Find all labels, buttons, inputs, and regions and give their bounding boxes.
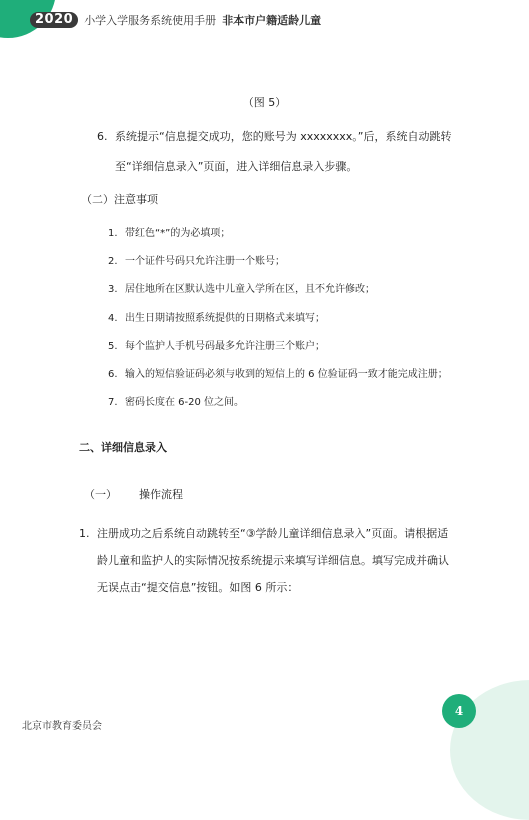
item-text: 一个证件号码只允许注册一个账号； bbox=[125, 256, 285, 268]
item-text: 出生日期请按照系统提供的日期格式来填写； bbox=[125, 312, 325, 324]
step-number: 6. bbox=[97, 130, 108, 143]
subsection-label: 操作流程 bbox=[139, 488, 183, 501]
list-item bbox=[108, 339, 448, 367]
step-1-paragraph bbox=[79, 520, 459, 601]
step-6-paragraph bbox=[97, 122, 451, 182]
list-item bbox=[108, 311, 448, 339]
item-number: 4. bbox=[108, 312, 118, 324]
step-text: 注册成功之后系统自动跳转至“③学龄儿童详细信息录入”页面。请根据适 bbox=[97, 527, 449, 540]
list-item bbox=[108, 395, 448, 423]
item-text: 每个监护人手机号码最多允许注册三个账户； bbox=[125, 340, 325, 352]
step-1-line-3: 无误点击“提交信息”按钮。如图 6 所示： bbox=[97, 581, 299, 594]
item-number: 1. bbox=[108, 228, 118, 239]
manual-title: 小学入学服务系统使用手册 bbox=[84, 14, 217, 27]
step-1-line-1 bbox=[79, 520, 459, 547]
step-6-line-2: 至“详细信息录入”页面，进入详细信息录入步骤。 bbox=[115, 160, 358, 173]
step-1-line-2: 龄儿童和监护人的实际情况按系统提示来填写详细信息。填写完成并确认 bbox=[97, 554, 449, 567]
year-badge: 2020 bbox=[30, 12, 78, 28]
step-6-line-1 bbox=[97, 122, 451, 152]
item-text: 居住地所在区默认选中儿童入学所在区，且不允许修改； bbox=[125, 284, 375, 296]
item-text: 密码长度在 6-20 位之间。 bbox=[125, 397, 245, 409]
item-number: 5. bbox=[108, 340, 118, 352]
subsection-heading bbox=[84, 486, 183, 502]
notes-list bbox=[108, 226, 448, 423]
page-header bbox=[30, 11, 321, 29]
footer-organization: 北京市教育委员会 bbox=[22, 721, 102, 732]
notes-heading: （二）注意事项 bbox=[81, 193, 158, 206]
item-number: 3. bbox=[108, 284, 118, 296]
item-number: 6. bbox=[108, 368, 118, 380]
item-number: 7. bbox=[108, 397, 118, 409]
header-section-title: 非本市户籍适龄儿童 bbox=[222, 14, 322, 27]
step-text: 系统提示“信息提交成功，您的账号为 xxxxxxxx。”后，系统自动跳转 bbox=[115, 130, 452, 143]
step-number: 1. bbox=[79, 527, 90, 540]
list-item bbox=[108, 226, 448, 254]
list-item bbox=[108, 282, 448, 310]
section-2-heading: 二、详细信息录入 bbox=[79, 441, 167, 454]
item-text: 输入的短信验证码必须与收到的短信上的 6 位验证码一致才能完成注册； bbox=[125, 368, 448, 380]
page-number-badge: 4 bbox=[442, 694, 476, 728]
item-number: 2. bbox=[108, 256, 118, 268]
subsection-number: （一） bbox=[84, 488, 117, 501]
list-item bbox=[108, 367, 448, 395]
item-text: 带红色“*”的为必填项； bbox=[125, 228, 231, 239]
list-item bbox=[108, 254, 448, 282]
figure-caption: （图 5） bbox=[242, 96, 287, 109]
